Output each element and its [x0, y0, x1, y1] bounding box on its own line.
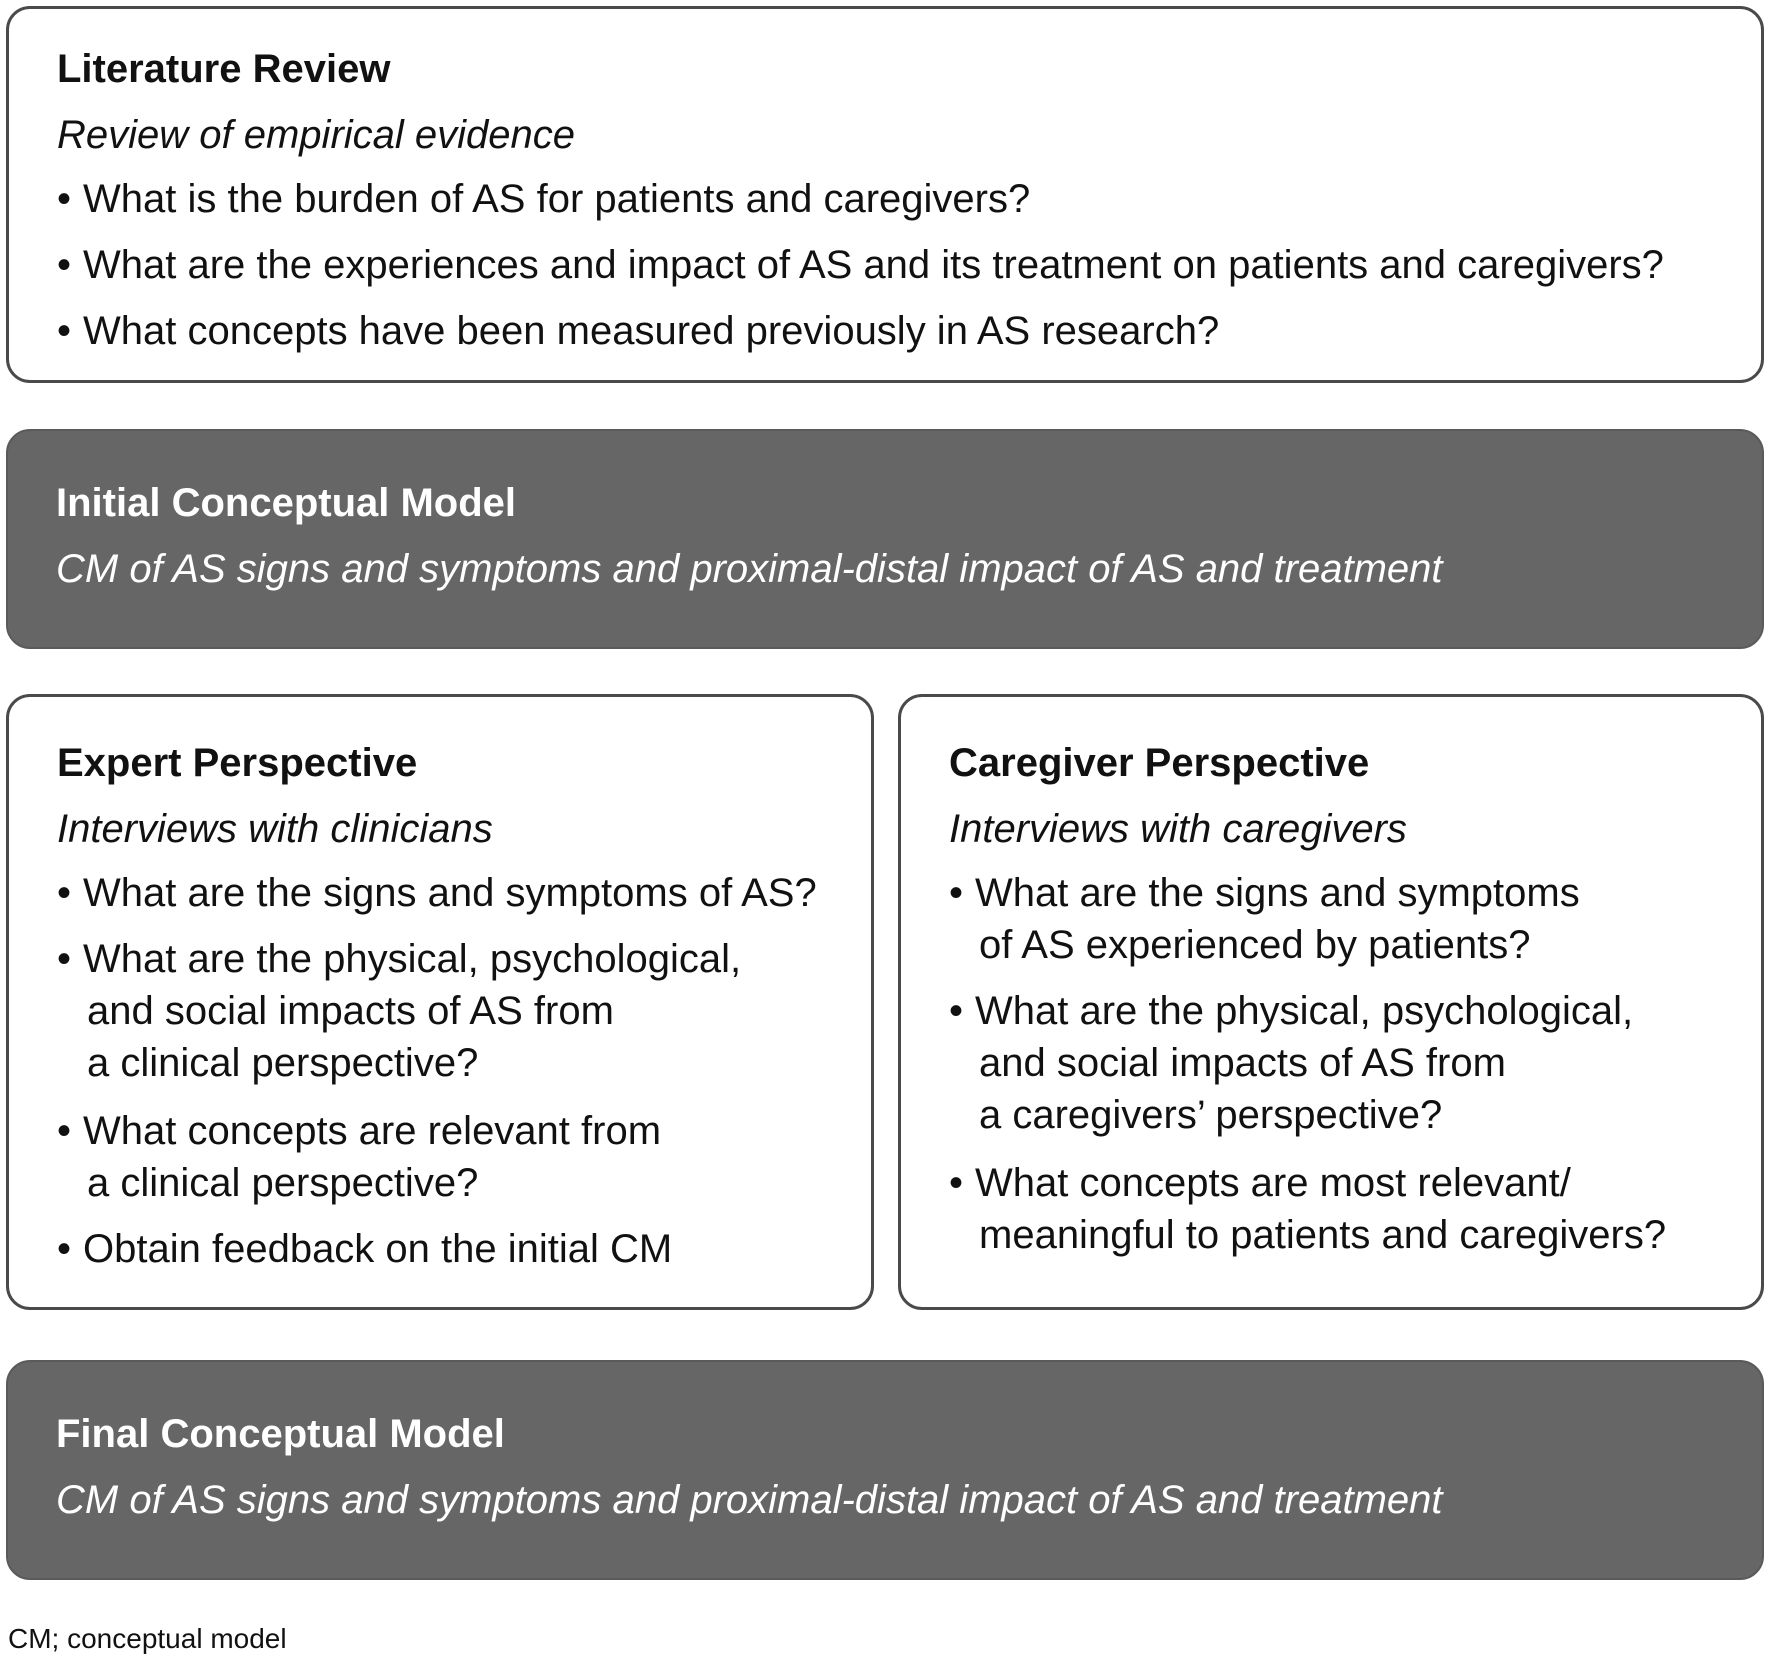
- initial-model-box: [6, 429, 1764, 649]
- caregiver-perspective-box: [898, 694, 1764, 1310]
- expert-perspective-bullet: • Obtain feedback on the initial CM: [57, 1227, 673, 1271]
- caregiver-perspective-title: Caregiver Perspective: [949, 741, 1370, 785]
- expert-perspective-bullet: • What concepts are relevant from a clinical perspective?: [57, 1109, 662, 1205]
- caregiver-perspective-bullet: • What concepts are most relevant/ meaningful to patients and caregivers?: [949, 1161, 1667, 1257]
- expert-perspective-title: Expert Perspective: [57, 741, 418, 785]
- initial-model-title: Initial Conceptual Model: [56, 481, 517, 525]
- caregiver-perspective-subtitle: Interviews with caregivers: [949, 807, 1407, 851]
- initial-model-subtitle: CM of AS signs and symptoms and proximal-distal impact of AS and treatment: [56, 547, 1443, 591]
- caregiver-perspective-bullet: • What are the physical, psychological, and social impacts of AS from a caregivers’ perspective?: [949, 989, 1634, 1137]
- literature-review-bullet: • What is the burden of AS for patients and caregivers?: [57, 177, 1031, 221]
- footnote: CM; conceptual model: [8, 1623, 287, 1654]
- literature-review-box: [6, 6, 1764, 383]
- literature-review-bullet: • What concepts have been measured previously in AS research?: [57, 309, 1220, 353]
- caregiver-perspective-bullet: • What are the signs and symptoms of AS experienced by patients?: [949, 871, 1580, 967]
- expert-perspective-bullet: • What are the signs and symptoms of AS?: [57, 871, 817, 915]
- final-model-subtitle: CM of AS signs and symptoms and proximal-distal impact of AS and treatment: [56, 1478, 1443, 1522]
- final-model-title: Final Conceptual Model: [56, 1412, 505, 1456]
- final-model-box: [6, 1360, 1764, 1580]
- expert-perspective-bullet: • What are the physical, psychological, and social impacts of AS from a clinical perspective?: [57, 937, 742, 1085]
- expert-perspective-box: [6, 694, 874, 1310]
- literature-review-bullet: • What are the experiences and impact of AS and its treatment on patients and caregivers?: [57, 243, 1664, 287]
- expert-perspective-subtitle: Interviews with clinicians: [57, 807, 493, 851]
- literature-review-title: Literature Review: [57, 47, 391, 91]
- literature-review-subtitle: Review of empirical evidence: [57, 113, 576, 157]
